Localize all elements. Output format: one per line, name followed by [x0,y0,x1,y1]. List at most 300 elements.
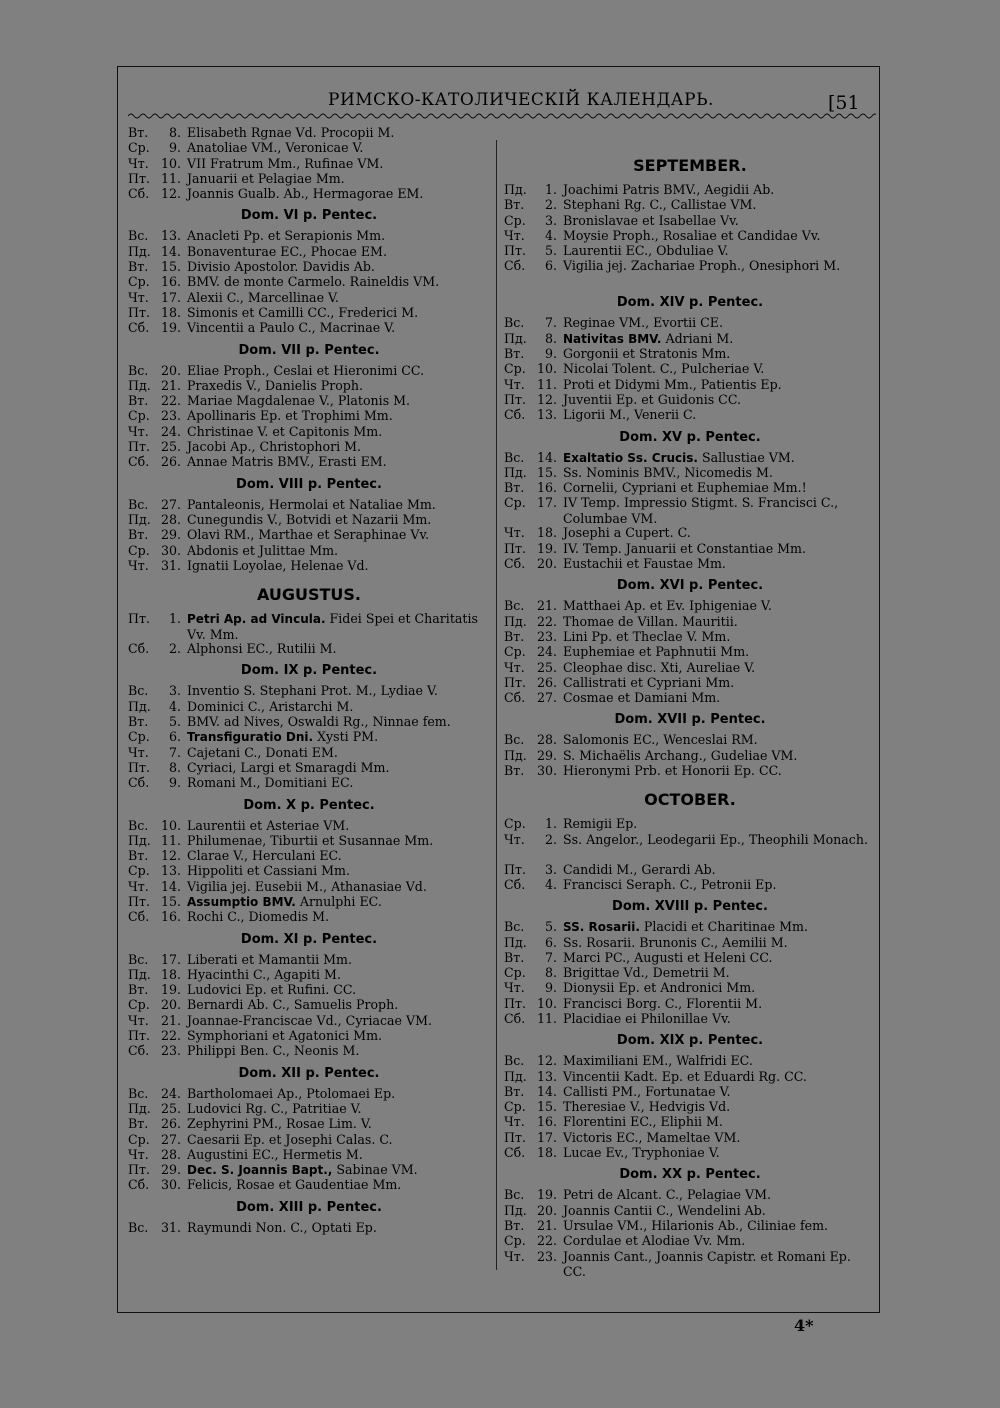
day-number: 14. [160,243,181,259]
saints-text [563,392,876,407]
sunday-heading: Dom. XIX p. Pentec. [616,1033,764,1049]
saints-text [563,862,876,877]
day-number: 22. [536,613,557,629]
saints-text [187,641,490,656]
saints-names: Placidi et Charitinae Mm. [639,919,808,935]
day-number: 19. [536,540,557,556]
weekday-abbr: Пд. [504,747,527,763]
day-number: 12. [160,186,181,202]
saints-names: Eliae Proph., Ceslai et Hieronimi CC. [187,362,425,378]
saints-names: Caesarii Ep. et Josephi Calas. C. [187,1131,393,1147]
signature-mark: 4* [794,1316,814,1335]
saints-text [187,952,490,967]
sunday-heading: Dom. XIV p. Pentec. [616,295,764,311]
day-number: 8. [168,125,181,140]
weekday-abbr: Чт. [128,289,149,305]
saints-names: Inventio S. Stephani Prot. M., Lydiae V. [187,683,438,699]
calendar-entry [128,699,490,714]
day-number: 22. [160,393,181,409]
day-number: 8. [168,759,181,775]
day-number: 23. [160,1043,181,1059]
calendar-entry [128,1116,490,1131]
day-number: 4. [168,698,181,714]
calendar-entry [128,683,490,698]
calendar-entry [504,480,876,495]
saints-text [563,660,876,675]
saints-text [563,598,876,613]
saints-text [187,760,490,775]
weekday-abbr: Пт. [128,170,150,186]
saints-text [187,228,490,243]
calendar-entry [504,213,876,228]
calendar-entry [128,952,490,967]
calendar-entry [128,894,490,909]
day-number: 30. [160,542,181,558]
saints-text [563,197,876,212]
day-number: 14. [536,1083,557,1099]
day-number: 15. [536,464,557,480]
saints-names: Callisti PM., Fortunatae V. [563,1083,731,1099]
calendar-entry [504,525,876,540]
sunday-heading: Dom. XVIII p. Pentec. [612,899,768,915]
saints-names: S. Michaëlis Archang., Gudeliae VM. [563,747,798,763]
saints-text [187,1116,490,1131]
day-number: 19. [536,1187,557,1203]
day-number: 28. [160,1146,181,1162]
day-number: 18. [536,525,557,541]
calendar-entry [128,1220,490,1235]
day-number: 25. [160,1100,181,1116]
weekday-abbr: Вс. [504,315,525,331]
saints-names: Adriani M. [661,330,734,346]
weekday-abbr: Ср. [128,542,150,558]
calendar-entry [128,497,490,512]
saints-names: Euphemiae et Paphnutii Mm. [563,644,750,660]
saints-text [187,818,490,833]
day-number: 7. [168,744,181,760]
day-number: 14. [160,878,181,894]
saints-text [563,1187,876,1202]
saints-names: Lucae Ev., Tryphoniae V. [563,1145,720,1161]
day-number: 6. [168,729,181,745]
saints-names: BMV. ad Nives, Oswaldi Rg., Ninnae fem. [187,714,451,730]
saints-text [563,1145,876,1160]
day-number: 9. [544,346,557,362]
feast-name: Exaltatio Ss. Crucis. [563,450,698,465]
saints-names: Anatoliae VM., Veronicae V. [187,140,364,156]
calendar-entry [128,1028,490,1043]
weekday-abbr: Пт. [504,391,526,407]
weekday-abbr: Чт. [128,1012,149,1028]
saints-names: Cyriaci, Largi et Smaragdi Mm. [187,759,390,775]
calendar-entry [504,541,876,556]
weekday-abbr: Вс. [504,598,525,614]
saints-names: Petri de Alcant. C., Pelagiae VM. [563,1187,771,1203]
page-header-title: РИМСКО-КАТОЛИЧЕСКІЙ КАЛЕНДАРЬ. [328,90,714,110]
saints-text [187,512,490,527]
calendar-entry [128,1162,490,1177]
saints-text [187,125,490,140]
weekday-abbr: Вс. [128,362,149,378]
weekday-abbr: Чт. [504,980,525,996]
weekday-abbr: Вт. [128,527,149,543]
calendar-entry [128,408,490,423]
day-number: 31. [160,1219,181,1235]
weekday-abbr: Ср. [128,997,150,1013]
weekday-abbr: Сб. [128,775,150,791]
saints-text [187,729,490,745]
weekday-abbr: Пт. [504,1129,526,1145]
calendar-entry [128,1086,490,1101]
calendar-entry [504,556,876,571]
weekday-abbr: Сб. [128,186,150,202]
saints-text [187,363,490,378]
calendar-entry [504,1114,876,1129]
calendar-entry [128,1147,490,1162]
saints-names: Victoris EC., Mameltae VM. [563,1129,741,1145]
saints-text [187,1220,490,1235]
weekday-abbr: Вт. [504,480,525,496]
saints-text [187,1043,490,1058]
page-number: [51 [828,92,860,114]
calendar-entry [504,407,876,422]
saints-names: Bronislavae et Isabellae Vv. [563,212,739,228]
calendar-entry [128,558,490,573]
weekday-abbr: Пд. [504,182,527,197]
saints-text [187,378,490,393]
saints-names: Ignatii Loyolae, Helenae Vd. [187,557,369,573]
saints-text [187,848,490,863]
day-number: 18. [536,1145,557,1161]
weekday-abbr: Пт. [128,893,150,909]
saints-text [563,1084,876,1099]
weekday-abbr: Пт. [128,1162,150,1178]
calendar-entry [504,197,876,212]
saints-names: VII Fratrum Mm., Rufinae VM. [187,155,384,171]
weekday-abbr: Ср. [128,408,150,424]
day-number: 14. [536,449,557,465]
saints-names: Laurentii EC., Obduliae V. [563,243,729,259]
calendar-entry [504,950,876,965]
weekday-abbr: Пт. [128,1028,150,1044]
day-number: 23. [536,628,557,644]
day-number: 22. [160,1028,181,1044]
calendar-entry [128,760,490,775]
calendar-entry [504,243,876,258]
saints-text [187,1013,490,1028]
day-number: 25. [536,659,557,675]
weekday-abbr: Вт. [504,949,525,965]
day-number: 23. [160,408,181,424]
calendar-entry [504,748,876,763]
weekday-abbr: Чт. [504,1114,525,1130]
weekday-abbr: Вт. [504,1083,525,1099]
calendar-entry [504,361,876,376]
saints-text [563,763,876,778]
weekday-abbr: Вс. [128,1219,149,1235]
weekday-abbr: Чт. [504,525,525,541]
day-number: 21. [536,598,557,614]
saints-text [187,1086,490,1101]
weekday-abbr: Вт. [504,763,525,779]
day-number: 17. [160,289,181,305]
weekday-abbr: Вт. [128,848,149,864]
weekday-abbr: Чт. [128,155,149,171]
saints-text [563,1203,876,1218]
calendar-entry [504,732,876,747]
calendar-entry [128,363,490,378]
saints-text [187,543,490,558]
saints-names: Philumenae, Tiburtii et Susannae Mm. [187,832,434,848]
day-number: 19. [160,320,181,336]
day-number: 1. [544,182,557,197]
saints-names: Januarii et Pelagiae Mm. [187,170,345,186]
saints-names: Pantaleonis, Hermolai et Nataliae Mm. [187,496,436,512]
calendar-entry [504,450,876,465]
sunday-heading: Dom. XVI p. Pentec. [616,578,764,594]
calendar-entry [128,1177,490,1192]
calendar-entry [504,629,876,644]
weekday-abbr: Вс. [504,449,525,465]
day-number: 11. [160,832,181,848]
calendar-entry [128,641,490,656]
calendar-entry [504,862,876,877]
saints-names: Ursulae VM., Hilarionis Ab., Ciliniae fem. [563,1217,829,1233]
calendar-entry [128,527,490,542]
day-number: 26. [160,454,181,470]
calendar-entry [504,935,876,950]
calendar-entry [128,274,490,289]
day-number: 22. [536,1233,557,1249]
saints-names: Rochi C., Diomedis M. [187,909,330,925]
saints-names: Hyacinthi C., Agapiti M. [187,966,341,982]
saints-text [187,714,490,729]
saints-text [187,1177,490,1192]
day-number: 28. [536,732,557,748]
day-number: 30. [536,763,557,779]
saints-text [563,1069,876,1084]
calendar-entry [504,331,876,346]
weekday-abbr: Сб. [128,1043,150,1059]
calendar-entry [504,1145,876,1160]
saints-text [563,1099,876,1114]
day-number: 13. [536,1068,557,1084]
calendar-entry [504,598,876,613]
saints-names: Alphonsi EC., Rutilii M. [187,641,337,657]
calendar-entry [504,1249,876,1279]
saints-names: Cunegundis V., Botvidi et Nazarii Mm. [187,511,432,527]
weekday-abbr: Пд. [504,1202,527,1218]
weekday-abbr: Пт. [504,243,526,259]
sunday-heading: Dom. XX p. Pentec. [619,1167,761,1183]
saints-names: Xysti PM. [313,729,379,745]
calendar-entry [128,611,490,641]
day-number: 21. [160,1012,181,1028]
saints-text [187,1028,490,1043]
saints-text [563,258,876,273]
saints-names: Olavi RM., Marthae et Seraphinae Vv. [187,527,430,543]
saints-text [563,996,876,1011]
day-number: 29. [160,527,181,543]
day-number: 3. [544,861,557,877]
day-number: 12. [536,391,557,407]
saints-text [563,1218,876,1233]
weekday-abbr: Сб. [504,407,526,423]
saints-names: Alexii C., Marcellinae V. [187,289,339,305]
calendar-entry [504,1099,876,1114]
calendar-entry [504,228,876,243]
feast-name: SS. Rosarii. [563,920,640,935]
saints-text [187,558,490,573]
calendar-entry [504,495,876,525]
weekday-abbr: Пт. [128,611,150,627]
weekday-abbr: Вт. [128,393,149,409]
saints-names: Sallustiae VM. [697,449,795,465]
calendar-entry [504,690,876,705]
sunday-heading: Dom. VI p. Pentec. [240,208,378,224]
saints-names: Dominici C., Aristarchi M. [187,698,354,714]
saints-names: Vigilia jej. Eusebii M., Athanasiae Vd. [187,878,427,894]
weekday-abbr: Вс. [504,1053,525,1069]
calendar-entry [504,1203,876,1218]
day-number: 2. [544,197,557,213]
saints-names: Vincentii a Paulo C., Macrinae V. [187,320,396,336]
saints-names: Anacleti Pp. et Serapionis Mm. [187,228,386,244]
day-number: 10. [536,995,557,1011]
saints-names: Bernardi Ab. C., Samuelis Proph. [187,997,399,1013]
calendar-entry [504,1011,876,1026]
saints-text [563,228,876,243]
weekday-abbr: Пт. [128,439,150,455]
weekday-abbr: Вс. [128,951,149,967]
calendar-entry [504,1053,876,1068]
saints-text [187,1147,490,1162]
saints-text [563,1130,876,1145]
saints-text [187,156,490,171]
saints-text [563,690,876,705]
day-number: 13. [536,407,557,423]
calendar-entry [504,965,876,980]
weekday-abbr: Ср. [504,361,526,377]
weekday-abbr: Чт. [128,1146,149,1162]
day-number: 15. [536,1099,557,1115]
saints-names: Laurentii et Asteriae VM. [187,817,350,833]
day-number: 11. [160,170,181,186]
saints-names: Mariae Magdalenae V., Platonis M. [187,393,411,409]
calendar-entry [128,439,490,454]
saints-names: Cosmae et Damiani Mm. [563,690,721,706]
saints-text [563,980,876,995]
weekday-abbr: Чт. [128,557,149,573]
saints-names: Josephi a Cupert. C. [563,525,691,541]
saints-names: Hieronymi Prb. et Honorii Ep. CC. [563,763,782,779]
saints-names: Philippi Ben. C., Neonis M. [187,1043,360,1059]
weekday-abbr: Вт. [504,628,525,644]
calendar-entry [128,818,490,833]
day-number: 15. [160,893,181,909]
feast-name: Nativitas BMV. [563,331,662,346]
saints-names: Sabinae VM. [332,1162,418,1178]
sunday-heading: Dom. VIII p. Pentec. [236,476,382,492]
calendar-entry [128,125,490,140]
day-number: 27. [160,496,181,512]
calendar-entry [128,997,490,1012]
sunday-heading: Dom. XI p. Pentec. [240,931,378,947]
weekday-abbr: Пт. [128,304,150,320]
calendar-entry [128,1101,490,1116]
day-number: 27. [536,690,557,706]
saints-names: Cleophae disc. Xti, Aureliae V. [563,659,756,675]
saints-names: Remigii Ep. [563,816,638,832]
calendar-entry [128,745,490,760]
calendar-entry [504,877,876,892]
saints-text [187,1162,490,1178]
weekday-abbr: Пд. [504,330,527,346]
calendar-entry [128,1132,490,1147]
weekday-abbr: Вт. [128,714,149,730]
saints-names: Fidei Spei et Charitatis Vv. Mm. [187,611,478,643]
saints-text [187,775,490,790]
saints-names: Raymundi Non. C., Optati Ep. [187,1219,377,1235]
saints-text [563,541,876,556]
weekday-abbr: Пд. [128,832,151,848]
saints-names: Cordulae et Alodiae Vv. Mm. [563,1233,746,1249]
saints-names: Joannis Cantii C., Wendelini Ab. [563,1202,766,1218]
saints-text [563,315,876,330]
calendar-entry [128,228,490,243]
saints-names: Ss. Rosarii. Brunonis C., Aemilii M. [563,934,788,950]
weekday-abbr: Вс. [504,1187,525,1203]
saints-names: Cajetani C., Donati EM. [187,744,338,760]
calendar-entry [128,863,490,878]
weekday-abbr: Ср. [504,1099,526,1115]
calendar-entry [504,980,876,995]
day-number: 12. [160,848,181,864]
weekday-abbr: Пд. [128,698,151,714]
calendar-entry [504,644,876,659]
weekday-abbr: Чт. [504,659,525,675]
saints-text [563,877,876,892]
wavy-rule [128,111,876,121]
day-number: 9. [168,140,181,156]
day-number: 7. [544,315,557,331]
weekday-abbr: Пт. [504,674,526,690]
day-number: 26. [160,1116,181,1132]
calendar-entry [504,346,876,361]
saints-text [187,140,490,155]
calendar-entry [128,714,490,729]
day-number: 1. [168,611,181,627]
calendar-entry [504,1084,876,1099]
saints-names: Moysie Proph., Rosaliae et Candidae Vv. [563,227,821,243]
month-title: OCTOBER. [644,790,736,810]
saints-text [187,424,490,439]
calendar-entry [128,909,490,924]
weekday-abbr: Вс. [128,683,149,699]
saints-names: Ludovici Rg. C., Patritiae V. [187,1100,362,1116]
saints-names: Ss. Angelor., Leodegarii Ep., Theophili Monach. [563,831,868,847]
saints-names: Hippoliti et Cassiani Mm. [187,863,350,879]
saints-text [563,950,876,965]
saints-text [563,346,876,361]
saints-names: Salomonis EC., Wenceslai RM. [563,732,758,748]
day-number: 13. [160,863,181,879]
weekday-abbr: Сб. [504,556,526,572]
calendar-entry [128,424,490,439]
day-number: 20. [536,556,557,572]
weekday-abbr: Пт. [504,861,526,877]
weekday-abbr: Ср. [128,729,150,745]
